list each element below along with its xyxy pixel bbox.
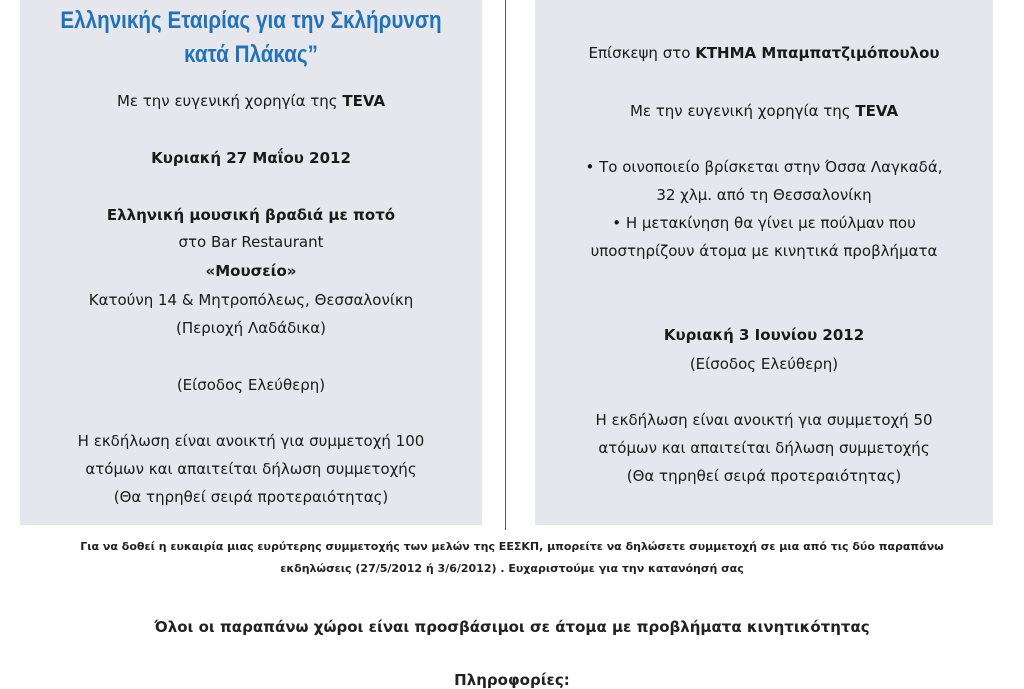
sponsor-prefix: Με την ευγενική χορηγία της [629, 102, 856, 120]
visit-prefix: Επίσκεψη στο [588, 44, 696, 62]
sponsor-text [535, 101, 993, 121]
column-divider [505, 0, 506, 530]
priority-note: (Θα τηρηθεί σειρά προτεραιότητας) [113, 488, 389, 506]
capacity-line2: ατόμων και απαιτείται δήλωση συμμετοχής [85, 460, 417, 478]
entry-note: (Είσοδος Ελεύθερη) [689, 355, 839, 373]
capacity-line1: Η εκδήλωση είναι ανοικτή για συμμετοχή 100 [77, 432, 425, 450]
event-panel-left [20, 0, 482, 525]
event-date: Κυριακή 27 Μαΐου 2012 [151, 149, 351, 167]
event-title-line1: Ελληνικής Εταιρίας για την Σκλήρυνση [60, 7, 442, 34]
sponsor-prefix: Με την ευγενική χορηγία της [116, 92, 343, 110]
venue-area: (Περιοχή Λαδάδικα) [176, 319, 326, 337]
venue-address: Κατούνη 14 & Μητροπόλεως, Θεσσαλονίκη [88, 291, 414, 309]
participation-note-line2: εκδηλώσεις (27/5/2012 ή 3/6/2012) . Ευχαριστούμε για την κατανόησή σας [280, 562, 744, 575]
visit-text [535, 43, 993, 63]
venue-line: στο Bar Restaurant [178, 233, 324, 251]
event-title-line2: κατά Πλάκας” [184, 41, 318, 68]
entry-note: (Είσοδος Ελεύθερη) [176, 376, 326, 394]
bullet2-line2: υποστηρίζουν άτομα με κινητικά προβλήματα [590, 242, 938, 260]
sponsor-text [20, 91, 482, 111]
venue-name: «Μουσείο» [205, 262, 297, 280]
event-panel-right [535, 0, 993, 525]
bullet1-line2: 32 χλμ. από τη Θεσσαλονίκη [656, 186, 872, 204]
participation-note-line1: Για να δοθεί η ευκαιρία μιας ευρύτερης συμμετοχής των μελών της ΕΕΣΚΠ, μπορείτε να δηλώσετε συμμετοχή σε μια από τις δύο παραπάνω [80, 540, 944, 553]
capacity-line1: Η εκδήλωση είναι ανοικτή για συμμετοχή 50 [595, 411, 933, 429]
event-description: Ελληνική μουσική βραδιά με ποτό [106, 206, 396, 224]
sponsor-name: TEVA [855, 102, 899, 120]
info-label: Πληροφορίες: [454, 671, 570, 689]
sponsor-name: TEVA [342, 92, 386, 110]
visit-name: ΚΤΗΜΑ Μπαμπατζιμόπουλου [695, 44, 940, 62]
event-date: Κυριακή 3 Ιουνίου 2012 [663, 326, 865, 344]
capacity-line2: ατόμων και απαιτείται δήλωση συμμετοχής [598, 439, 930, 457]
accessibility-note: Όλοι οι παραπάνω χώροι είναι προσβάσιμοι σε άτομα με προβλήματα κινητικότητας [154, 618, 870, 636]
bullet1-line1: • Το οινοποιείο βρίσκεται στην Όσσα Λαγκαδά, [585, 158, 943, 176]
bullet2-line1: • Η μετακίνηση θα γίνει με πούλμαν που [612, 214, 916, 232]
priority-note: (Θα τηρηθεί σειρά προτεραιότητας) [626, 467, 902, 485]
